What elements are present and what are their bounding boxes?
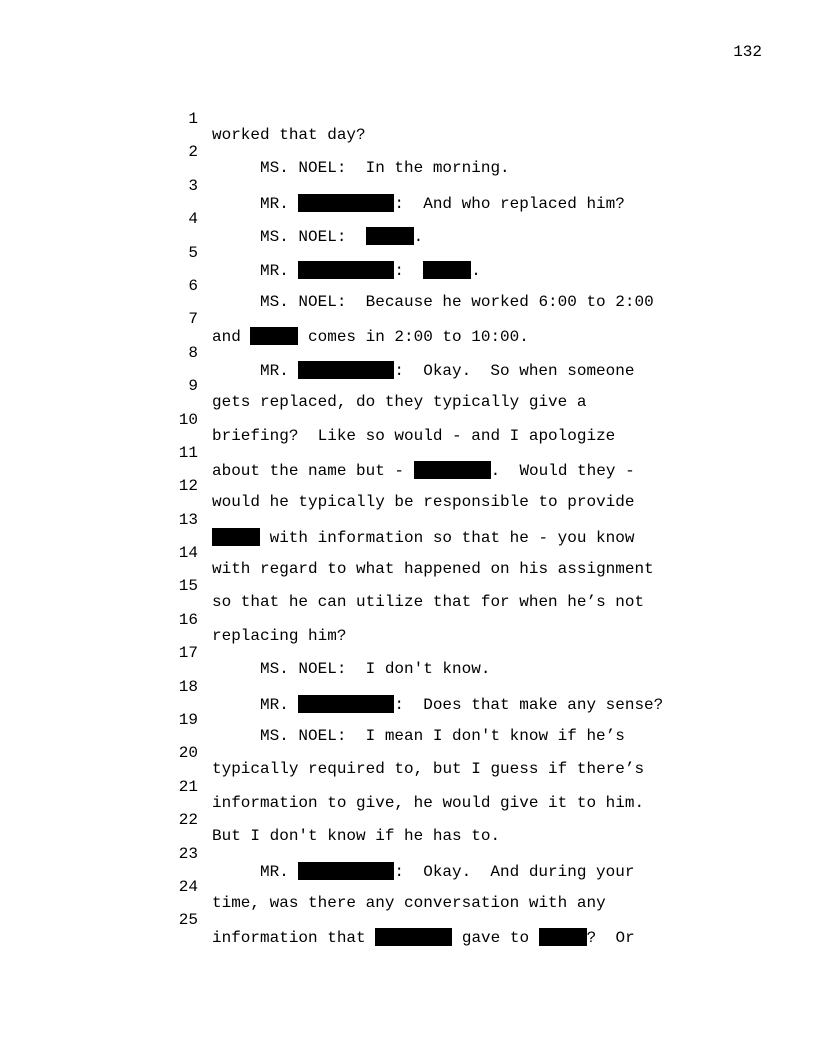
transcript-line — [174, 793, 734, 846]
transcript-line — [174, 863, 734, 912]
transcript-line — [174, 426, 734, 480]
line-number: 7 — [188, 310, 198, 329]
line-number: 9 — [188, 377, 198, 396]
transcript-line — [174, 626, 734, 679]
line-text: MR. : . — [260, 261, 481, 280]
line-number: 8 — [188, 343, 198, 362]
line-number: 18 — [178, 677, 198, 696]
line-text: MS. NOEL: I don't know. — [260, 660, 491, 679]
line-text: replacing him? — [212, 626, 347, 645]
line-text: MR. : Okay. And during your — [260, 862, 635, 881]
transcript-line — [174, 593, 734, 645]
line-text: MR. : And who replaced him? — [260, 194, 625, 213]
line-number: 15 — [178, 577, 198, 596]
line-number: 1 — [188, 110, 198, 128]
line-number: 20 — [178, 744, 198, 763]
transcript-line — [174, 159, 734, 213]
line-number: 19 — [178, 711, 198, 730]
line-text: MS. NOEL: In the morning. — [260, 159, 510, 178]
line-text: about the name but - . Would they - — [212, 461, 635, 480]
transcript-line — [174, 329, 734, 380]
line-number: 24 — [178, 877, 198, 896]
page-number: 132 — [733, 43, 762, 61]
transcript-line — [174, 462, 734, 512]
line-number: 6 — [188, 276, 198, 295]
line-text: typically required to, but I guess if there’s — [212, 760, 645, 779]
transcript-line — [174, 195, 734, 247]
line-text: worked that day? — [212, 126, 366, 144]
transcript-line — [174, 562, 734, 612]
line-text: MR. : Okay. So when someone — [260, 361, 635, 380]
line-text: MS. NOEL: . — [260, 228, 424, 247]
line-number: 3 — [188, 176, 198, 195]
line-text: so that he can utilize that for when he’s not — [212, 593, 645, 612]
line-number: 22 — [178, 811, 198, 830]
transcript-line — [174, 229, 734, 280]
line-number: 4 — [188, 210, 198, 229]
line-number: 11 — [178, 443, 198, 462]
transcript-line — [174, 362, 734, 412]
line-text: But I don't know if he has to. — [212, 827, 501, 846]
line-text: briefing? Like so would - and I apologize — [212, 426, 616, 445]
line-number: 16 — [178, 610, 198, 629]
line-text: MR. : Does that make any sense? — [260, 695, 664, 714]
line-text: information that gave to ? Or — [212, 929, 635, 948]
transcript-line — [174, 493, 734, 547]
transcript-line — [174, 393, 734, 445]
line-text: time, was there any conversation with any — [212, 893, 606, 912]
transcript-line — [174, 262, 734, 311]
line-text: information to give, he would give it to him. — [212, 793, 645, 812]
line-number: 13 — [178, 510, 198, 529]
line-number: 21 — [178, 777, 198, 796]
transcript-line — [174, 696, 734, 746]
redaction-box — [375, 928, 452, 946]
line-text: with information so that he - you know — [212, 528, 634, 546]
transcript-line — [174, 893, 734, 948]
transcript-line — [174, 660, 734, 714]
transcript-line — [174, 760, 734, 812]
line-text: and comes in 2:00 to 10:00. — [212, 328, 529, 347]
line-number: 17 — [178, 644, 198, 663]
redaction-box — [539, 928, 587, 946]
line-text: would he typically be responsible to provide — [212, 493, 635, 512]
transcript-body — [174, 95, 734, 948]
line-number: 10 — [178, 410, 198, 429]
line-text: MS. NOEL: I mean I don't know if he’s — [260, 727, 625, 746]
transcript-line — [174, 95, 734, 144]
line-number: 14 — [178, 544, 198, 563]
transcript-line — [174, 827, 734, 881]
transcript-line — [174, 529, 734, 579]
line-text: gets replaced, do they typically give a — [212, 393, 587, 412]
line-text: with regard to what happened on his assignment — [212, 560, 654, 579]
line-number: 25 — [178, 911, 198, 930]
transcript-line — [174, 292, 734, 347]
line-number: 23 — [178, 844, 198, 863]
line-text: MS. NOEL: Because he worked 6:00 to 2:00 — [260, 292, 654, 311]
line-number: 12 — [178, 477, 198, 496]
transcript-line — [174, 729, 734, 779]
line-number: 5 — [188, 243, 198, 262]
line-number: 2 — [188, 143, 198, 162]
transcript-line — [174, 128, 734, 178]
